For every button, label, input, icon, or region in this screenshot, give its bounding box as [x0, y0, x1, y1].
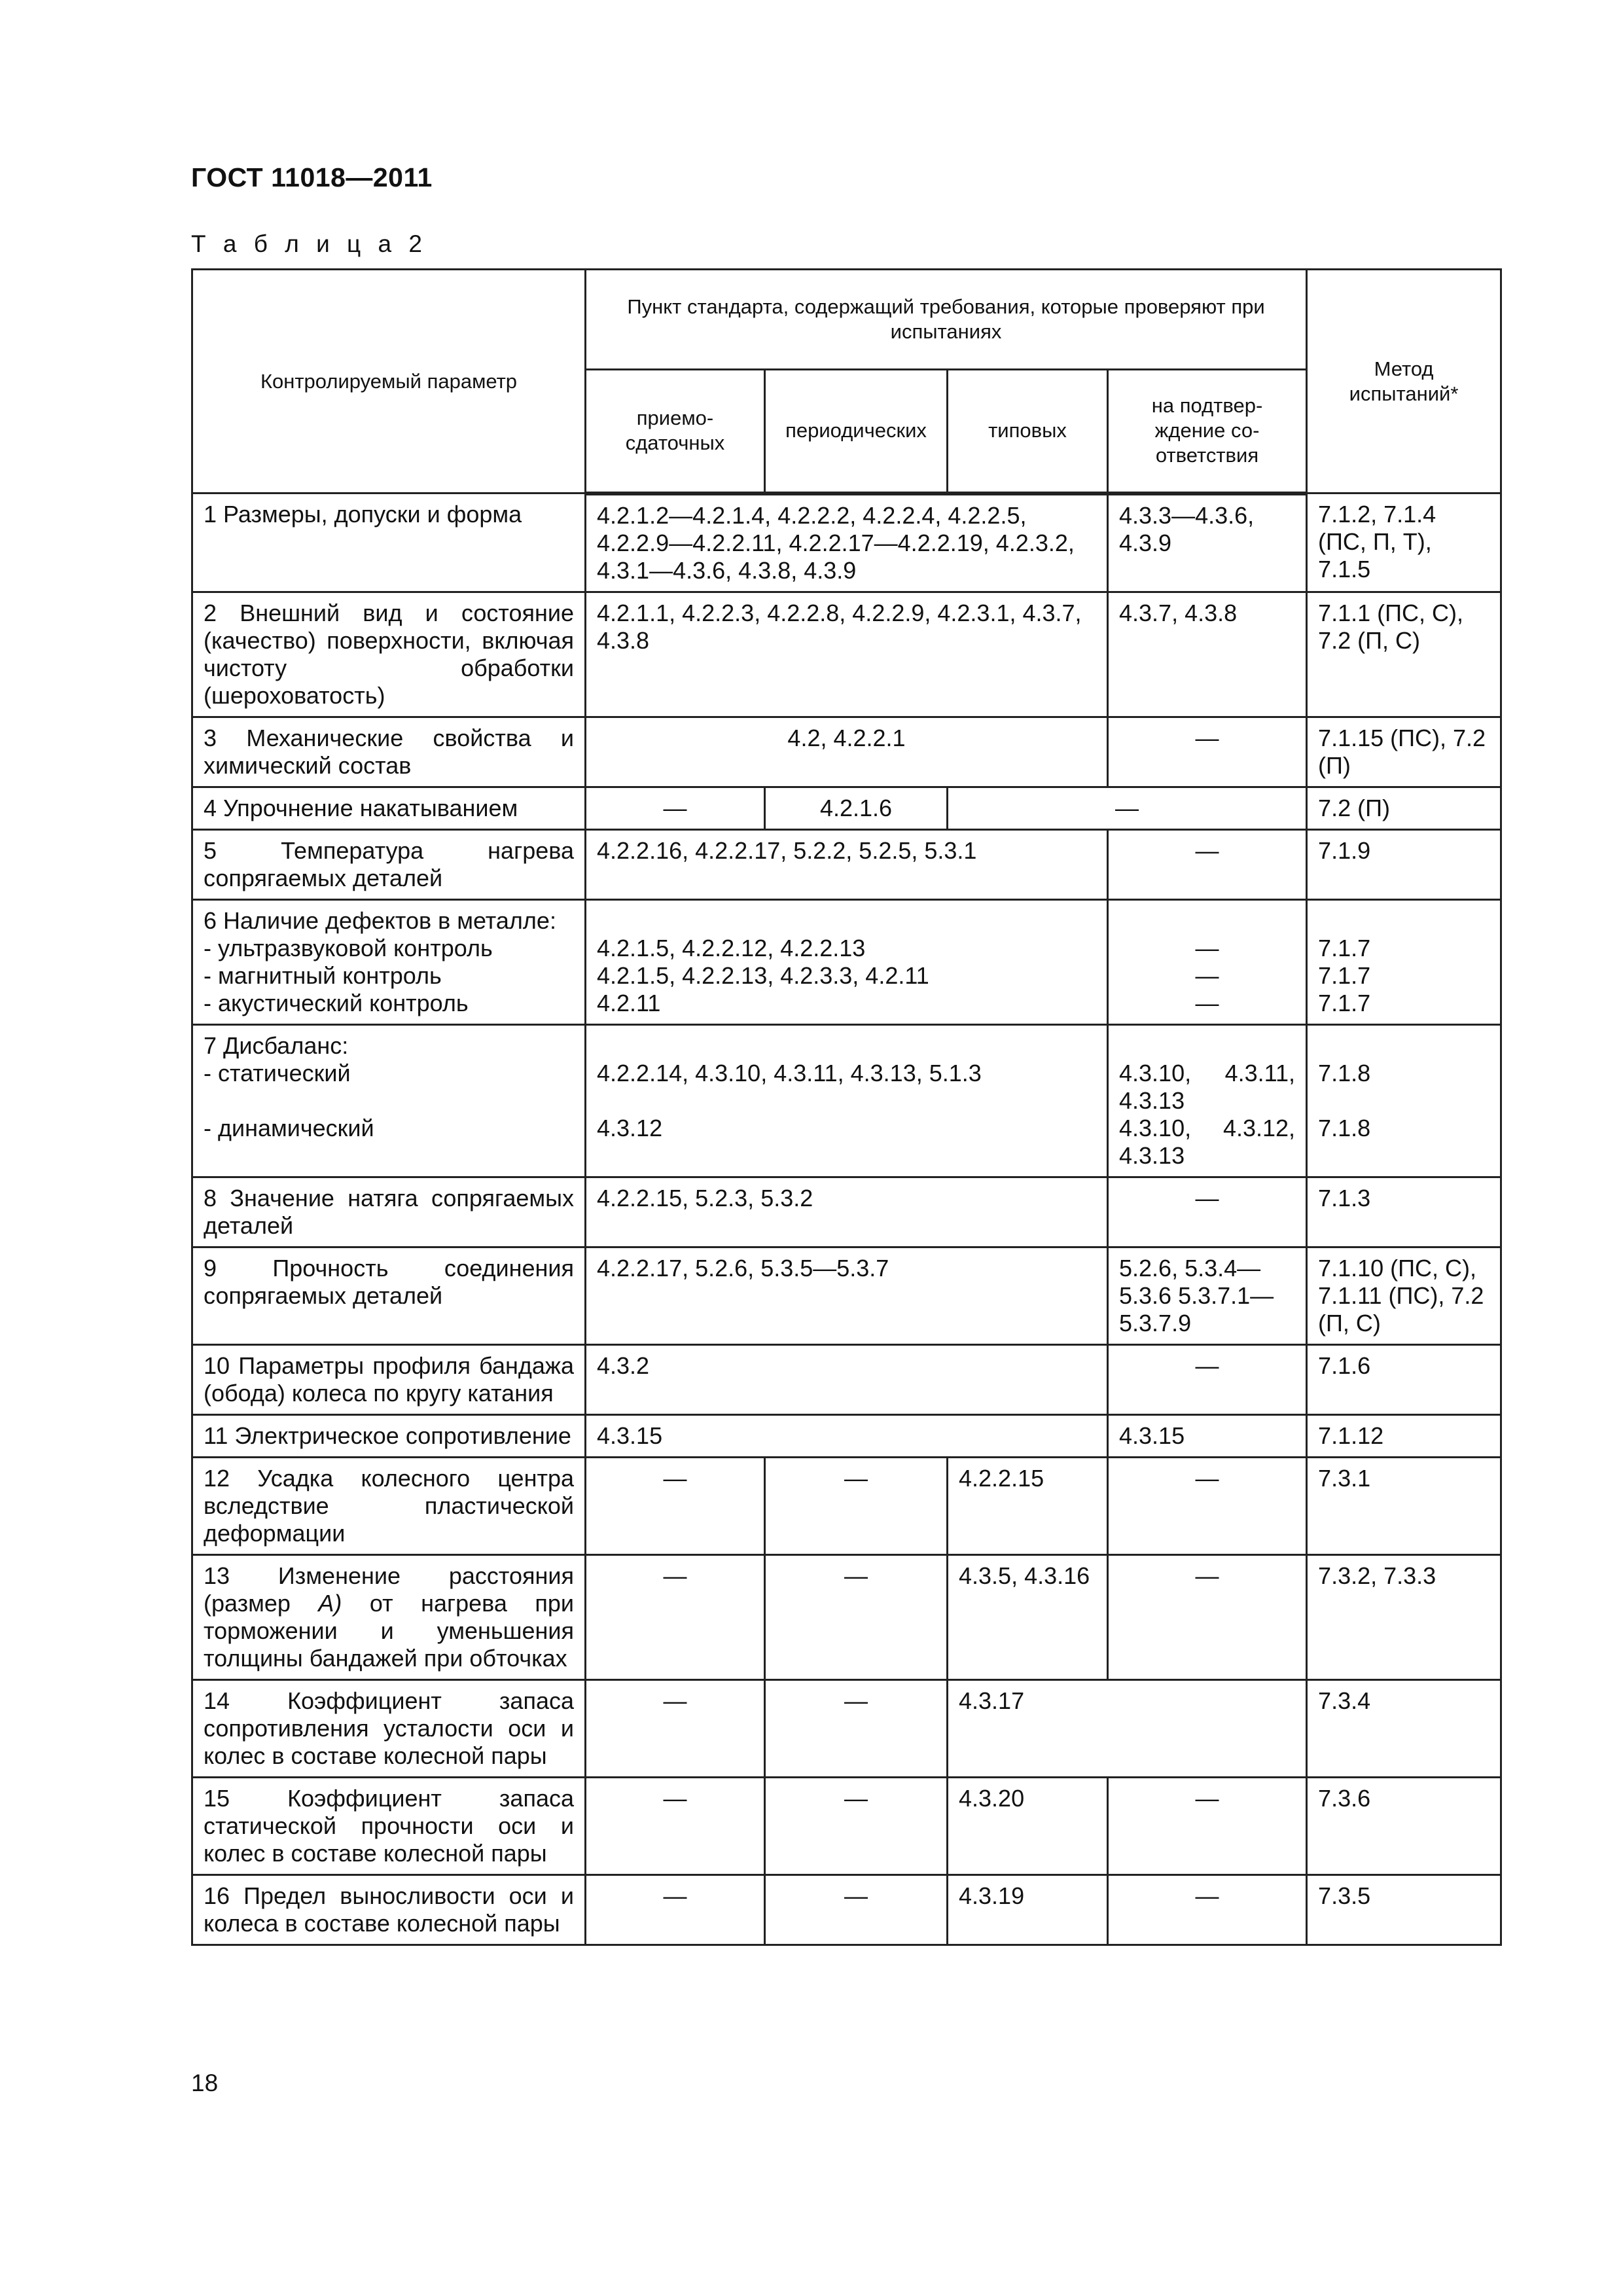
row-10-requirements: 4.3.2 [586, 1344, 1108, 1414]
row-7-sub-1: - статический [204, 1059, 351, 1086]
row-15-parameter: 15 Коэффициент запаса статической прочности оси и колес в составе колесной пары [192, 1777, 586, 1874]
row-6-sub-1: - ультразвуковой контроль [204, 934, 493, 961]
header-acceptance: приемо-сдаточных [586, 370, 765, 493]
row-6-conf-1: — [1195, 934, 1219, 961]
row-16-conformity: — [1108, 1874, 1307, 1945]
table-row [192, 1177, 1501, 1247]
row-12-acceptance: — [586, 1457, 765, 1554]
row-7-conf-2: 4.3.10, 4.3.12, 4.3.13 [1119, 1114, 1296, 1169]
row-13-acceptance: — [586, 1554, 765, 1679]
row-12-conformity: — [1108, 1457, 1307, 1554]
row-9-requirements: 4.2.2.17, 5.2.6, 5.3.5—5.3.7 [586, 1247, 1108, 1344]
row-15-conformity: — [1108, 1777, 1307, 1874]
row-1-method: 7.1.2, 7.1.4 (ПС, П, Т), 7.1.5 [1307, 493, 1501, 592]
table-row [192, 829, 1501, 899]
header-method: Метод испытаний* [1307, 270, 1501, 493]
row-6-requirements [586, 899, 1108, 1024]
row-7-sub-2: - динамический [204, 1114, 374, 1141]
row-8-conformity: — [1108, 1177, 1307, 1247]
row-1-requirements: 4.2.1.2—4.2.1.4, 4.2.2.2, 4.2.2.4, 4.2.2.5, 4.2.2.9—4.2.2.11, 4.2.2.17—4.2.2.19, 4.2.3.2, 4.3.1—4.3.6, 4.3.8, 4.3.9 [586, 493, 1108, 592]
row-6-conf-3: — [1195, 989, 1219, 1016]
table-row [192, 787, 1501, 829]
table-row [192, 1247, 1501, 1344]
row-4-periodic: 4.2.1.6 [765, 787, 948, 829]
row-6-req-1: 4.2.1.5, 4.2.2.12, 4.2.2.13 [597, 934, 866, 961]
header-periodic: периодических [765, 370, 948, 493]
row-6-method-1: 7.1.7 [1318, 934, 1371, 961]
row-5-requirements: 4.2.2.16, 4.2.2.17, 5.2.2, 5.2.5, 5.3.1 [586, 829, 1108, 899]
row-2-conformity: 4.3.7, 4.3.8 [1108, 592, 1307, 717]
row-5-parameter: 5 Температура нагрева сопрягаемых деталей [192, 829, 586, 899]
row-13-param-pre: 13 Изменение расстояния (размер [204, 1562, 574, 1617]
row-7-req-1: 4.2.2.14, 4.3.10, 4.3.11, 4.3.13, 5.1.3 [597, 1059, 982, 1086]
row-9-method: 7.1.10 (ПС, С), 7.1.11 (ПС), 7.2 (П, С) [1307, 1247, 1501, 1344]
row-6-sub-3: - акустический контроль [204, 989, 469, 1016]
document-code: ГОСТ 11018—2011 [191, 162, 433, 192]
row-6-req-2: 4.2.1.5, 4.2.2.13, 4.2.3.3, 4.2.11 [597, 961, 929, 989]
table-row [192, 1777, 1501, 1874]
row-6-sub-2: - магнитный контроль [204, 961, 442, 989]
row-12-type: 4.2.2.15 [948, 1457, 1108, 1554]
row-13-param-em: А) [318, 1589, 342, 1617]
row-16-method: 7.3.5 [1307, 1874, 1501, 1945]
table-row [192, 592, 1501, 717]
row-9-conformity: 5.2.6, 5.3.4—5.3.6 5.3.7.1—5.3.7.9 [1108, 1247, 1307, 1344]
row-13-periodic: — [765, 1554, 948, 1679]
row-3-method: 7.1.15 (ПС), 7.2 (П) [1307, 717, 1501, 787]
row-13-conformity: — [1108, 1554, 1307, 1679]
row-13-method: 7.3.2, 7.3.3 [1307, 1554, 1501, 1679]
row-7-req-2: 4.3.12 [597, 1114, 663, 1141]
row-14-periodic: — [765, 1679, 948, 1777]
row-6-conformity [1108, 899, 1307, 1024]
row-1-parameter: 1 Размеры, допуски и форма [192, 493, 586, 592]
row-14-parameter: 14 Коэффициент запаса сопротивления усталости оси и колес в составе колесной пары [192, 1679, 586, 1777]
row-7-requirements [586, 1024, 1108, 1177]
row-4-type-conformity: — [948, 787, 1307, 829]
row-7-title: 7 Дисбаланс: [204, 1031, 349, 1059]
table-row [192, 1679, 1501, 1777]
table-caption: Т а б л и ц а 2 [191, 230, 427, 257]
row-6-method-2: 7.1.7 [1318, 961, 1371, 989]
row-12-parameter: 12 Усадка колесного центра вследствие пластической деформации [192, 1457, 586, 1554]
row-6-req-3: 4.2.11 [597, 989, 661, 1016]
row-7-conf-1: 4.3.10, 4.3.11, 4.3.13 [1119, 1059, 1296, 1114]
table-row [192, 1024, 1501, 1177]
row-15-type: 4.3.20 [948, 1777, 1108, 1874]
row-6-method-3: 7.1.7 [1318, 989, 1371, 1016]
header-conformity: на подтвер-ждение со-ответствия [1108, 370, 1307, 493]
row-10-conformity: — [1108, 1344, 1307, 1414]
row-12-method: 7.3.1 [1307, 1457, 1501, 1554]
row-6-title: 6 Наличие дефектов в металле: [204, 906, 556, 934]
table-row [192, 899, 1501, 1024]
row-2-parameter: 2 Внешний вид и состояние (качество) поверхности, включая чистоту обработки (шероховатость) [192, 592, 586, 717]
row-7-parameter [192, 1024, 586, 1177]
header-parameter: Контролируемый параметр [192, 270, 586, 493]
row-13-parameter [192, 1554, 586, 1679]
row-11-method: 7.1.12 [1307, 1414, 1501, 1457]
row-8-method: 7.1.3 [1307, 1177, 1501, 1247]
row-6-parameter [192, 899, 586, 1024]
row-1-conformity: 4.3.3—4.3.6, 4.3.9 [1108, 493, 1307, 592]
row-14-type: 4.3.17 [948, 1679, 1307, 1777]
row-7-conformity [1108, 1024, 1307, 1177]
row-13-param-post: от нагрева при торможении и уменьшения толщины бандажей при обточках [204, 1589, 574, 1672]
table-row [192, 1554, 1501, 1679]
row-10-method: 7.1.6 [1307, 1344, 1501, 1414]
header-group: Пункт стандарта, содержащий требования, которые проверяют при испытаниях [586, 270, 1307, 370]
table-row [192, 1874, 1501, 1945]
row-8-parameter: 8 Значение натяга сопрягаемых деталей [192, 1177, 586, 1247]
row-4-method: 7.2 (П) [1307, 787, 1501, 829]
table-row [192, 493, 1501, 592]
row-15-periodic: — [765, 1777, 948, 1874]
row-15-method: 7.3.6 [1307, 1777, 1501, 1874]
row-10-parameter: 10 Параметры профиля бандажа (обода) колеса по кругу катания [192, 1344, 586, 1414]
row-2-requirements: 4.2.1.1, 4.2.2.3, 4.2.2.8, 4.2.2.9, 4.2.3.1, 4.3.7, 4.3.8 [586, 592, 1108, 717]
row-7-method [1307, 1024, 1501, 1177]
page-number: 18 [191, 2070, 219, 2096]
table-row [192, 1457, 1501, 1554]
row-9-parameter: 9 Прочность соединения сопрягаемых деталей [192, 1247, 586, 1344]
row-16-acceptance: — [586, 1874, 765, 1945]
row-7-method-2: 7.1.8 [1318, 1114, 1371, 1141]
row-11-conformity: 4.3.15 [1108, 1414, 1307, 1457]
row-3-parameter: 3 Механические свойства и химический состав [192, 717, 586, 787]
row-5-conformity: — [1108, 829, 1307, 899]
table-row [192, 717, 1501, 787]
row-16-parameter: 16 Предел выносливости оси и колеса в составе колесной пары [192, 1874, 586, 1945]
table-row [192, 1414, 1501, 1457]
row-4-parameter: 4 Упрочнение накатыванием [192, 787, 586, 829]
row-6-conf-2: — [1195, 961, 1219, 989]
row-13-type: 4.3.5, 4.3.16 [948, 1554, 1108, 1679]
row-3-conformity: — [1108, 717, 1307, 787]
row-11-requirements: 4.3.15 [586, 1414, 1108, 1457]
row-8-requirements: 4.2.2.15, 5.2.3, 5.3.2 [586, 1177, 1108, 1247]
row-2-method: 7.1.1 (ПС, С), 7.2 (П, С) [1307, 592, 1501, 717]
requirements-table [191, 268, 1502, 1946]
row-6-method [1307, 899, 1501, 1024]
row-14-acceptance: — [586, 1679, 765, 1777]
row-12-periodic: — [765, 1457, 948, 1554]
row-11-parameter: 11 Электрическое сопротивление [192, 1414, 586, 1457]
row-14-method: 7.3.4 [1307, 1679, 1501, 1777]
row-15-acceptance: — [586, 1777, 765, 1874]
row-3-requirements: 4.2, 4.2.2.1 [586, 717, 1108, 787]
row-16-type: 4.3.19 [948, 1874, 1108, 1945]
row-5-method: 7.1.9 [1307, 829, 1501, 899]
row-7-method-1: 7.1.8 [1318, 1059, 1371, 1086]
row-16-periodic: — [765, 1874, 948, 1945]
header-type: типовых [948, 370, 1108, 493]
row-4-acceptance: — [586, 787, 765, 829]
table-row [192, 1344, 1501, 1414]
